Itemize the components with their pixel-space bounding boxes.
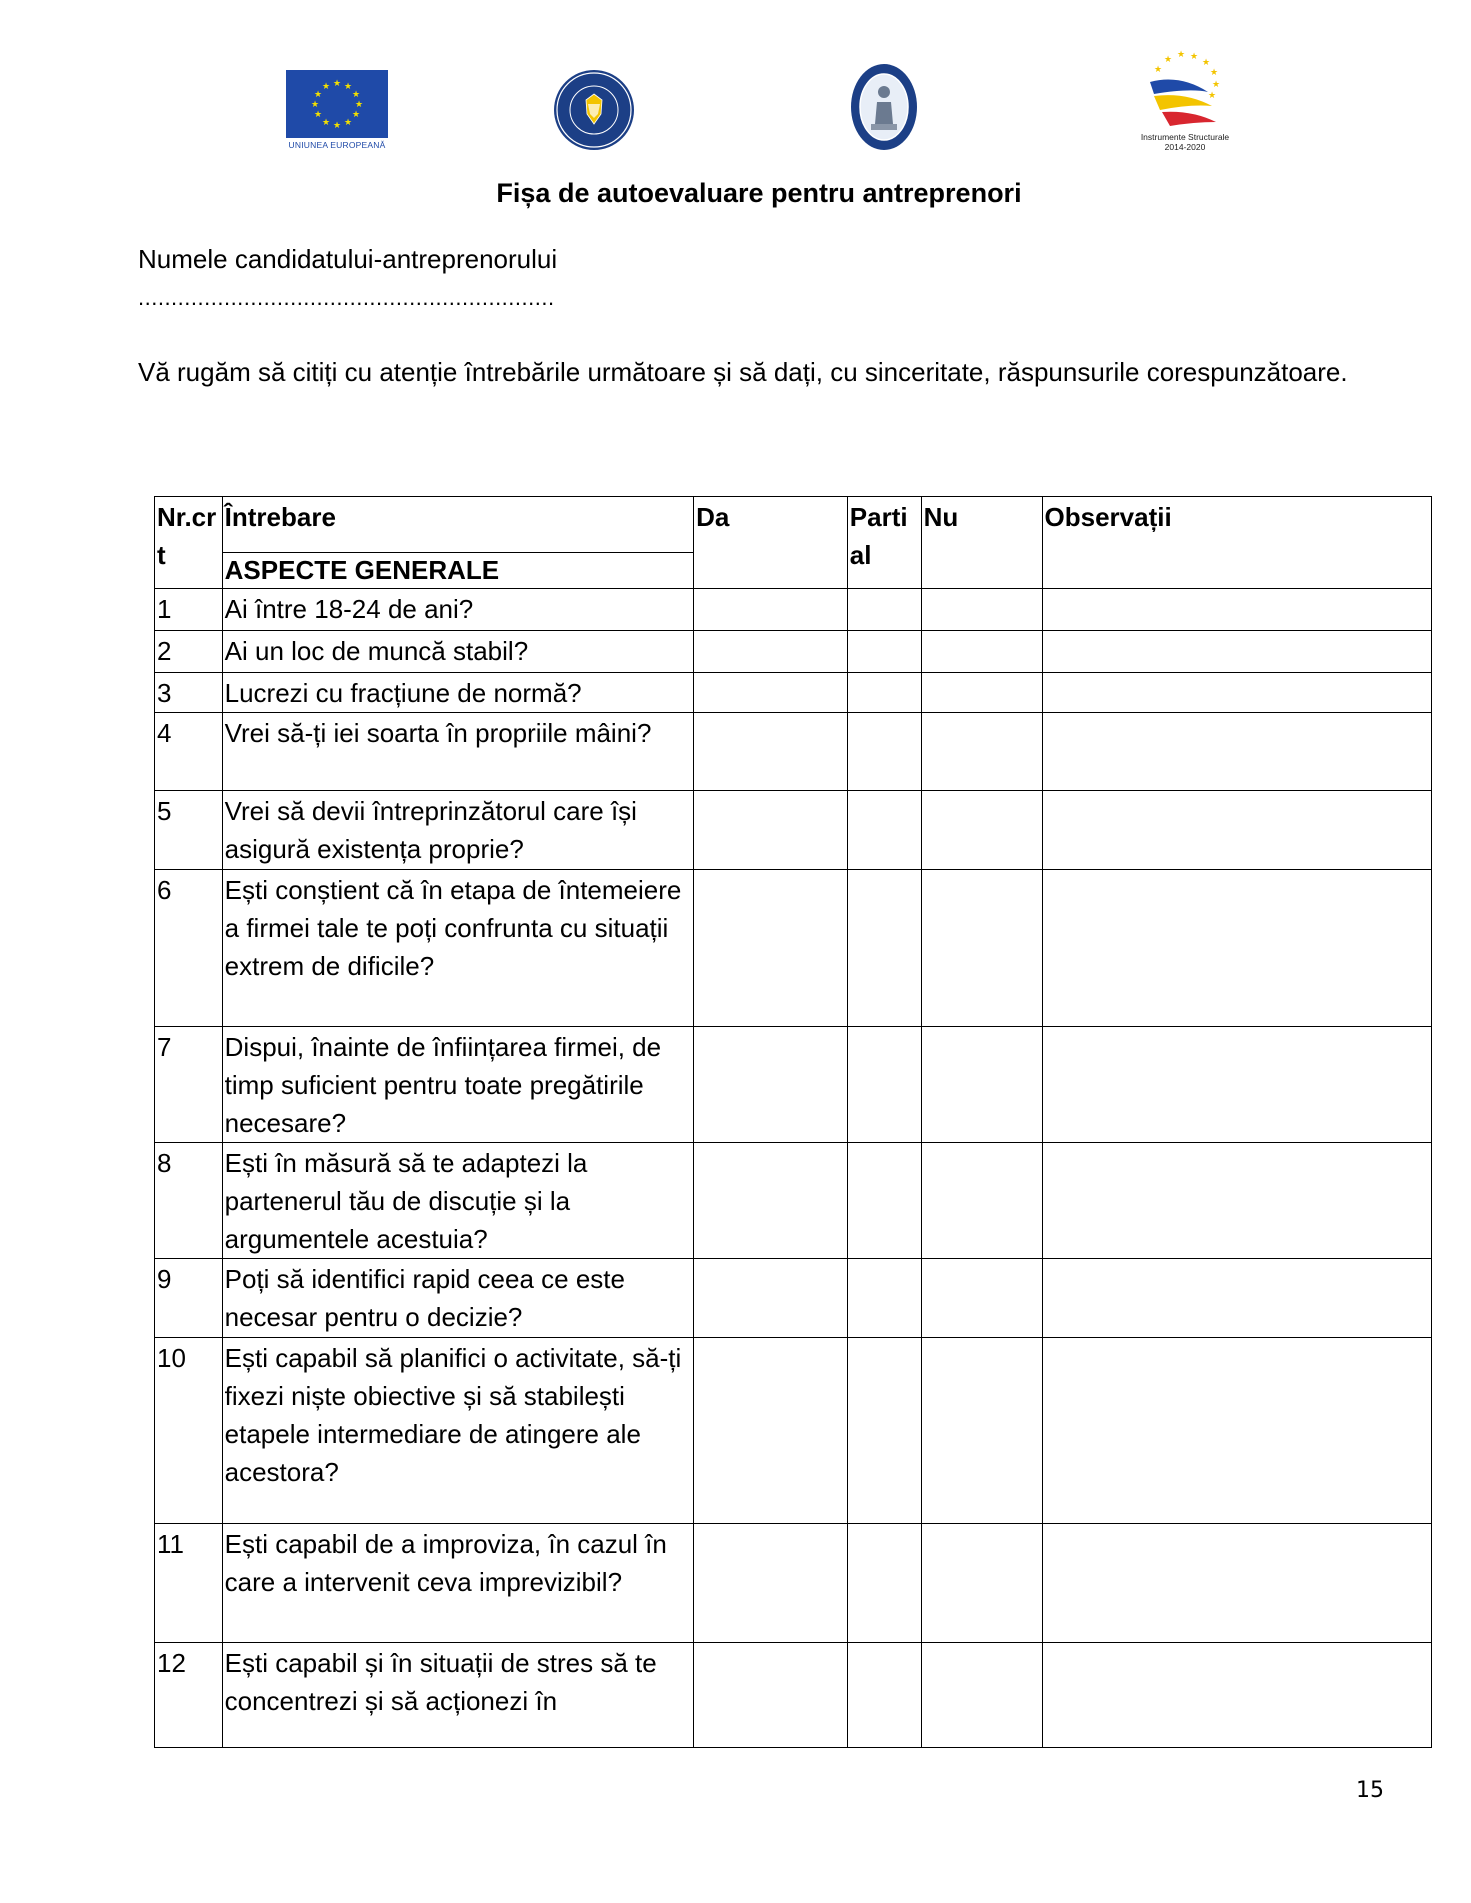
question-text: Ești în măsură să te adaptezi la partenerul tău de discuție și la argumentele acestuia?: [222, 1143, 693, 1259]
table-row: [155, 1259, 1432, 1338]
answer-nu-cell[interactable]: [921, 791, 1042, 870]
question-text: Vrei să-ți iei soarta în propriile mâini?: [222, 713, 693, 791]
observations-cell[interactable]: [1042, 1027, 1432, 1143]
svg-text:★: ★: [321, 118, 331, 128]
row-number: 10: [155, 1338, 223, 1524]
question-text: Poți să identifici rapid ceea ce este necesar pentru o decizie?: [222, 1259, 693, 1338]
question-text: Dispui, înainte de înființarea firmei, de timp suficient pentru toate pregătirile necesare?: [222, 1027, 693, 1143]
header-nr: Nr.crt: [155, 497, 223, 589]
row-number: 6: [155, 870, 223, 1027]
table-row: [155, 631, 1432, 673]
question-text: Ai între 18-24 de ani?: [222, 589, 693, 631]
question-text: Ești capabil să planifici o activitate, să-ți fixezi niște obiective și să stabilești etapele intermediare de atingere ale acestora?: [222, 1338, 693, 1524]
answer-nu-cell[interactable]: [921, 870, 1042, 1027]
page-number: 15: [1356, 1778, 1384, 1803]
table-row: [155, 1338, 1432, 1524]
table-row: [155, 1143, 1432, 1259]
row-number: 11: [155, 1524, 223, 1643]
answer-partial-cell[interactable]: [847, 1259, 921, 1338]
question-text: Ești capabil de a improviza, în cazul în care a intervenit ceva imprevizibil?: [222, 1524, 693, 1643]
observations-cell[interactable]: [1042, 870, 1432, 1027]
header-da: Da: [694, 497, 848, 589]
answer-nu-cell[interactable]: [921, 589, 1042, 631]
observations-cell[interactable]: [1042, 1338, 1432, 1524]
svg-text:★: ★: [1176, 50, 1186, 60]
answer-da-cell[interactable]: [694, 791, 848, 870]
row-number: 5: [155, 791, 223, 870]
header-nu: Nu: [921, 497, 1042, 589]
question-text: Vrei să devii întreprinzătorul care își asigură existența proprie?: [222, 791, 693, 870]
answer-partial-cell[interactable]: [847, 1338, 921, 1524]
answer-partial-cell[interactable]: [847, 1524, 921, 1643]
answer-da-cell[interactable]: [694, 1643, 848, 1748]
observations-cell[interactable]: [1042, 713, 1432, 791]
structural-instruments-icon: [1120, 48, 1250, 130]
observations-cell[interactable]: [1042, 589, 1432, 631]
document-title: Fișa de autoevaluare pentru antreprenori: [496, 178, 1022, 208]
observations-cell[interactable]: [1042, 791, 1432, 870]
questionnaire-table: [154, 496, 1432, 1748]
answer-da-cell[interactable]: [694, 1259, 848, 1338]
svg-text:★: ★: [332, 79, 342, 89]
question-text: Lucrezi cu fracțiune de normă?: [222, 673, 693, 713]
svg-text:★: ★: [1211, 80, 1221, 90]
answer-da-cell[interactable]: [694, 673, 848, 713]
answer-nu-cell[interactable]: [921, 1643, 1042, 1748]
answer-da-cell[interactable]: [694, 1143, 848, 1259]
table-row: [155, 673, 1432, 713]
answer-partial-cell[interactable]: [847, 1643, 921, 1748]
answer-partial-cell[interactable]: [847, 870, 921, 1027]
candidate-name-label: Numele candidatului-antreprenorului: [138, 244, 558, 274]
table-row: [155, 1524, 1432, 1643]
answer-nu-cell[interactable]: [921, 1027, 1042, 1143]
svg-text:★: ★: [1209, 68, 1219, 78]
row-number: 3: [155, 673, 223, 713]
table-row: [155, 791, 1432, 870]
government-seal-logo: [552, 68, 636, 152]
svg-text:★: ★: [343, 118, 353, 128]
svg-text:★: ★: [351, 90, 361, 100]
header-observations: Observații: [1042, 497, 1432, 589]
table-row: [155, 713, 1432, 791]
eu-stars-icon: [286, 70, 388, 138]
answer-nu-cell[interactable]: [921, 1338, 1042, 1524]
row-number: 12: [155, 1643, 223, 1748]
answer-partial-cell[interactable]: [847, 673, 921, 713]
answer-partial-cell[interactable]: [847, 1143, 921, 1259]
row-number: 2: [155, 631, 223, 673]
answer-da-cell[interactable]: [694, 1027, 848, 1143]
row-number: 4: [155, 713, 223, 791]
svg-text:★: ★: [332, 121, 342, 131]
observations-cell[interactable]: [1042, 673, 1432, 713]
svg-text:★: ★: [1207, 91, 1217, 101]
row-number: 8: [155, 1143, 223, 1259]
answer-da-cell[interactable]: [694, 589, 848, 631]
row-number: 7: [155, 1027, 223, 1143]
observations-cell[interactable]: [1042, 1259, 1432, 1338]
candidate-name-field[interactable]: ...............................................................: [138, 285, 555, 310]
svg-text:★: ★: [1189, 52, 1199, 62]
government-seal-icon: [552, 68, 636, 152]
logo-bar: [0, 0, 1471, 160]
observations-cell[interactable]: [1042, 1143, 1432, 1259]
svg-text:★: ★: [310, 100, 320, 110]
answer-nu-cell[interactable]: [921, 631, 1042, 673]
university-seal-logo: [849, 62, 919, 152]
answer-da-cell[interactable]: [694, 631, 848, 673]
eu-caption: UNIUNEA EUROPEANĂ: [288, 140, 386, 150]
svg-text:★: ★: [354, 100, 364, 110]
answer-nu-cell[interactable]: [921, 1524, 1042, 1643]
header-question: Întrebare: [222, 497, 693, 553]
table-row: [155, 1643, 1432, 1748]
structural-instruments-logo: [1120, 48, 1250, 156]
structural-instruments-caption: [1120, 132, 1250, 152]
table-row: [155, 870, 1432, 1027]
question-text: Ești capabil și în situații de stres să te concentrezi și să acționezi în: [222, 1643, 693, 1748]
question-text: Ai un loc de muncă stabil?: [222, 631, 693, 673]
structural-instruments-caption-line2: 2014-2020: [1164, 142, 1206, 152]
row-number: 9: [155, 1259, 223, 1338]
observations-cell[interactable]: [1042, 631, 1432, 673]
answer-partial-cell[interactable]: [847, 1027, 921, 1143]
svg-text:★: ★: [351, 110, 361, 120]
svg-text:★: ★: [343, 82, 353, 92]
answer-partial-cell[interactable]: [847, 713, 921, 791]
eu-flag: [286, 70, 388, 138]
intro-text: Vă rugăm să citiți cu atenție întrebările următoare și să dați, cu sinceritate, răspunsurile corespunzătoare.: [138, 357, 1348, 387]
answer-da-cell[interactable]: [694, 713, 848, 791]
eu-flag-logo: [286, 70, 388, 152]
svg-text:★: ★: [1163, 55, 1173, 65]
answer-nu-cell[interactable]: [921, 673, 1042, 713]
structural-instruments-caption-line1: Instrumente Structurale: [1140, 132, 1230, 142]
answer-da-cell[interactable]: [694, 870, 848, 1027]
svg-text:★: ★: [1201, 58, 1211, 68]
answer-nu-cell[interactable]: [921, 713, 1042, 791]
svg-text:★: ★: [313, 90, 323, 100]
university-seal-icon: [849, 62, 919, 152]
answer-partial-cell[interactable]: [847, 589, 921, 631]
answer-partial-cell[interactable]: [847, 791, 921, 870]
svg-text:★: ★: [313, 110, 323, 120]
observations-cell[interactable]: [1042, 1524, 1432, 1643]
answer-da-cell[interactable]: [694, 1524, 848, 1643]
question-text: Ești conștient că în etapa de întemeiere a firmei tale te poți confrunta cu situații extrem de dificile?: [222, 870, 693, 1027]
answer-da-cell[interactable]: [694, 1338, 848, 1524]
svg-text:★: ★: [321, 82, 331, 92]
answer-nu-cell[interactable]: [921, 1259, 1042, 1338]
answer-partial-cell[interactable]: [847, 631, 921, 673]
header-partial: Partial: [847, 497, 921, 589]
section-heading: ASPECTE GENERALE: [222, 553, 693, 589]
answer-nu-cell[interactable]: [921, 1143, 1042, 1259]
svg-text:★: ★: [1153, 65, 1163, 75]
observations-cell[interactable]: [1042, 1643, 1432, 1748]
table-row: [155, 1027, 1432, 1143]
row-number: 1: [155, 589, 223, 631]
table-row: [155, 589, 1432, 631]
